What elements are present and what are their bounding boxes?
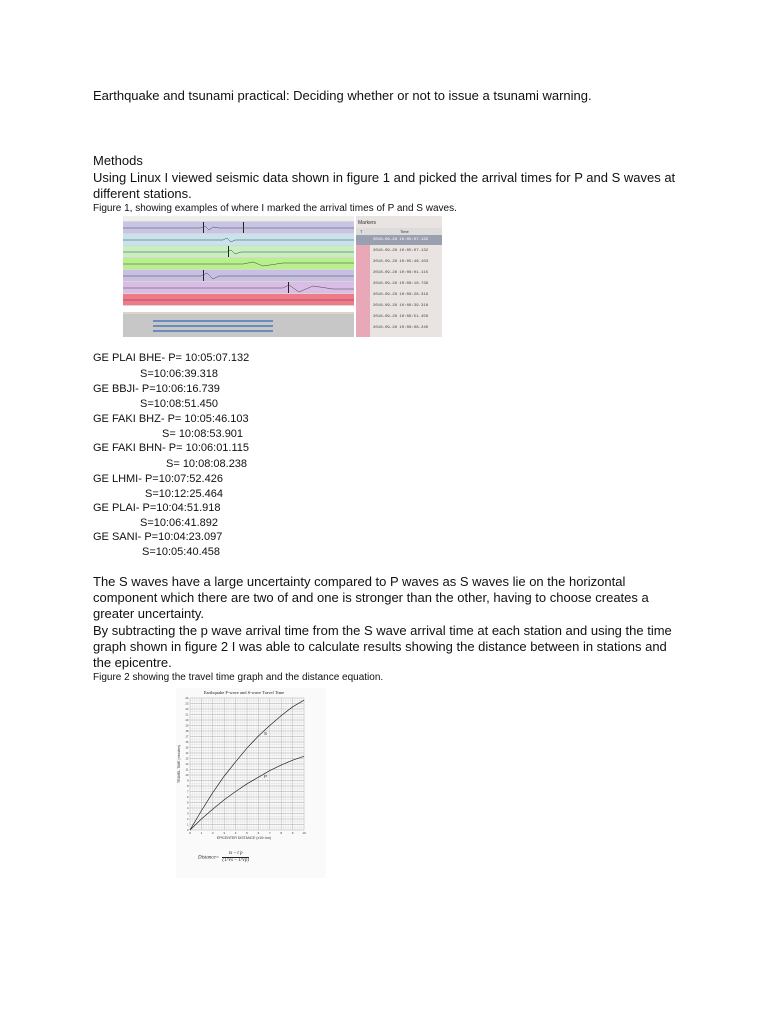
- y-tick-label: 6: [186, 795, 189, 799]
- markers-panel-header: Markers: [358, 220, 377, 226]
- travel-time-svg: [176, 688, 326, 878]
- waveforms: [123, 216, 354, 337]
- y-tick-label: 14: [185, 751, 189, 755]
- y-tick-label: 24: [185, 696, 189, 700]
- marker-row[interactable]: 2018-09-28 10:08:08.240: [373, 326, 429, 330]
- markers-table-header: [356, 228, 442, 235]
- y-tick-label: 20: [185, 718, 189, 722]
- y-tick-label: 3: [186, 811, 189, 816]
- marker-row[interactable]: 2018-09-28 10:05:46.103: [373, 260, 429, 264]
- y-tick-label: 21: [185, 712, 189, 717]
- y-tick-label: 13: [185, 756, 189, 761]
- x-tick-label: 2: [211, 831, 214, 835]
- y-tick-label: 19: [185, 723, 189, 728]
- pick-s-line: S=10:06:39.318: [140, 368, 218, 380]
- markers-panel: [356, 216, 442, 337]
- y-tick-label: 17: [185, 734, 189, 739]
- x-tick-label: 8: [280, 831, 283, 835]
- paragraph-2-line: graph shown in figure 2 I was able to calculate results showing the distance between in stations and: [93, 639, 667, 654]
- paragraph-1-line: The S waves have a large uncertainty compared to P waves as S waves lie on the horizontal: [93, 574, 626, 589]
- y-tick-label: 8: [186, 784, 189, 788]
- x-axis-label: EPICENTER DISTANCE (x10³ km): [216, 836, 272, 840]
- marker-row[interactable]: 2018-09-28 10:06:01.115: [373, 271, 429, 275]
- paragraph-1-line: greater uncertainty.: [93, 606, 205, 621]
- x-tick-label: 0: [189, 831, 191, 835]
- marker-row[interactable]: 2018-09-28 10:06:28.319: [373, 293, 429, 297]
- pick-p-line: GE BBJI- P=10:06:16.739: [93, 383, 220, 395]
- y-tick-label: 4: [186, 806, 189, 810]
- distance-label: Distance=: [198, 855, 220, 861]
- x-tick-label: 5: [246, 831, 248, 835]
- x-tick-label: 9: [291, 831, 294, 835]
- y-tick-label: 12: [185, 762, 189, 766]
- pick-s-line: S=10:12:25.464: [145, 488, 223, 500]
- marker-row[interactable]: 2018-09-28 10:05:07.132: [373, 249, 429, 253]
- intro-line-2: different stations.: [93, 186, 192, 201]
- pick-s-line: S=10:05:40.458: [142, 546, 220, 558]
- series-s-label: S: [264, 731, 268, 736]
- figure-1-seismogram: [123, 216, 354, 337]
- marker-row[interactable]: 2018-09-28 10:05:07.132: [356, 235, 442, 245]
- marker-row[interactable]: 2018-09-28 10:06:16.739: [373, 282, 429, 286]
- y-tick-label: 23: [185, 701, 189, 706]
- x-tick-label: 1: [200, 831, 203, 835]
- pick-s-line: S= 10:08:08.238: [166, 458, 248, 470]
- x-tick-label: 10: [302, 831, 306, 835]
- x-tick-label: 3: [223, 831, 226, 835]
- markers-col-time: Time: [400, 229, 409, 234]
- pick-p-line: GE SANI- P=10:04:23.097: [93, 531, 223, 543]
- y-tick-label: 22: [185, 707, 189, 711]
- marker-row[interactable]: 2018-09-28 10:06:51.450: [373, 315, 429, 319]
- figure-1-caption: Figure 1, showing examples of where I marked the arrival times of P and S waves.: [93, 203, 457, 214]
- y-tick-label: 11: [185, 767, 189, 772]
- distance-denominator: (1/Vs – 1/Vp): [222, 858, 250, 863]
- pick-p-line: GE PLAI BHE- P= 10:05:07.132: [93, 352, 250, 364]
- pick-p-line: GE FAKI BHN- P= 10:06:01.115: [93, 442, 250, 454]
- methods-heading: Methods: [93, 153, 143, 168]
- pick-p-line: GE LHMI- P=10:07:52.426: [93, 473, 223, 485]
- y-axis-label: TRAVEL TIME (minutes): [177, 744, 181, 784]
- markers-col-t: T: [360, 229, 363, 234]
- x-tick-label: 6: [257, 831, 260, 835]
- x-tick-label: 7: [268, 831, 271, 835]
- figure-2-travel-time-chart: [176, 688, 326, 878]
- chart-title: Earthquake P-wave and S-wave Travel Time: [203, 690, 285, 695]
- pick-s-line: S= 10:08:53.901: [162, 428, 244, 440]
- document-title: Earthquake and tsunami practical: Deciding whether or not to issue a tsunami warning.: [93, 88, 592, 103]
- pick-s-line: S=10:06:41.892: [140, 517, 218, 529]
- pick-p-line: GE FAKI BHZ- P= 10:05:46.103: [93, 413, 249, 425]
- y-tick-label: 18: [185, 729, 189, 733]
- y-tick-label: 1: [186, 822, 189, 827]
- y-tick-label: 2: [186, 817, 189, 821]
- y-tick-label: 10: [185, 773, 189, 777]
- intro-line-1: Using Linux I viewed seismic data shown in figure 1 and picked the arrival times for P and S waves at: [93, 170, 676, 185]
- distance-numerator: ts – t p: [222, 851, 249, 858]
- y-tick-label: 9: [186, 778, 189, 783]
- distance-equation: [198, 851, 249, 864]
- paragraph-1-line: component which there are two of and one is stronger than the other, having to choose creates a: [93, 590, 649, 605]
- paragraph-2-line: By subtracting the p wave arrival time from the S wave arrival time at each station and using the time: [93, 623, 672, 638]
- pick-p-line: GE PLAI- P=10:04:51.918: [93, 502, 221, 514]
- x-tick-label: 4: [234, 831, 237, 835]
- pick-s-line: S=10:08:51.450: [140, 398, 218, 410]
- y-tick-label: 0: [186, 828, 189, 832]
- marker-row[interactable]: 2018-09-28 10:06:39.318: [373, 304, 429, 308]
- y-tick-label: 15: [185, 745, 189, 750]
- figure-2-caption: Figure 2 showing the travel time graph and the distance equation.: [93, 672, 384, 683]
- y-tick-label: 16: [185, 740, 189, 744]
- paragraph-2-line: the epicentre.: [93, 655, 172, 670]
- y-tick-label: 7: [186, 789, 189, 794]
- y-tick-label: 5: [186, 800, 189, 805]
- series-p-label: P: [264, 774, 268, 779]
